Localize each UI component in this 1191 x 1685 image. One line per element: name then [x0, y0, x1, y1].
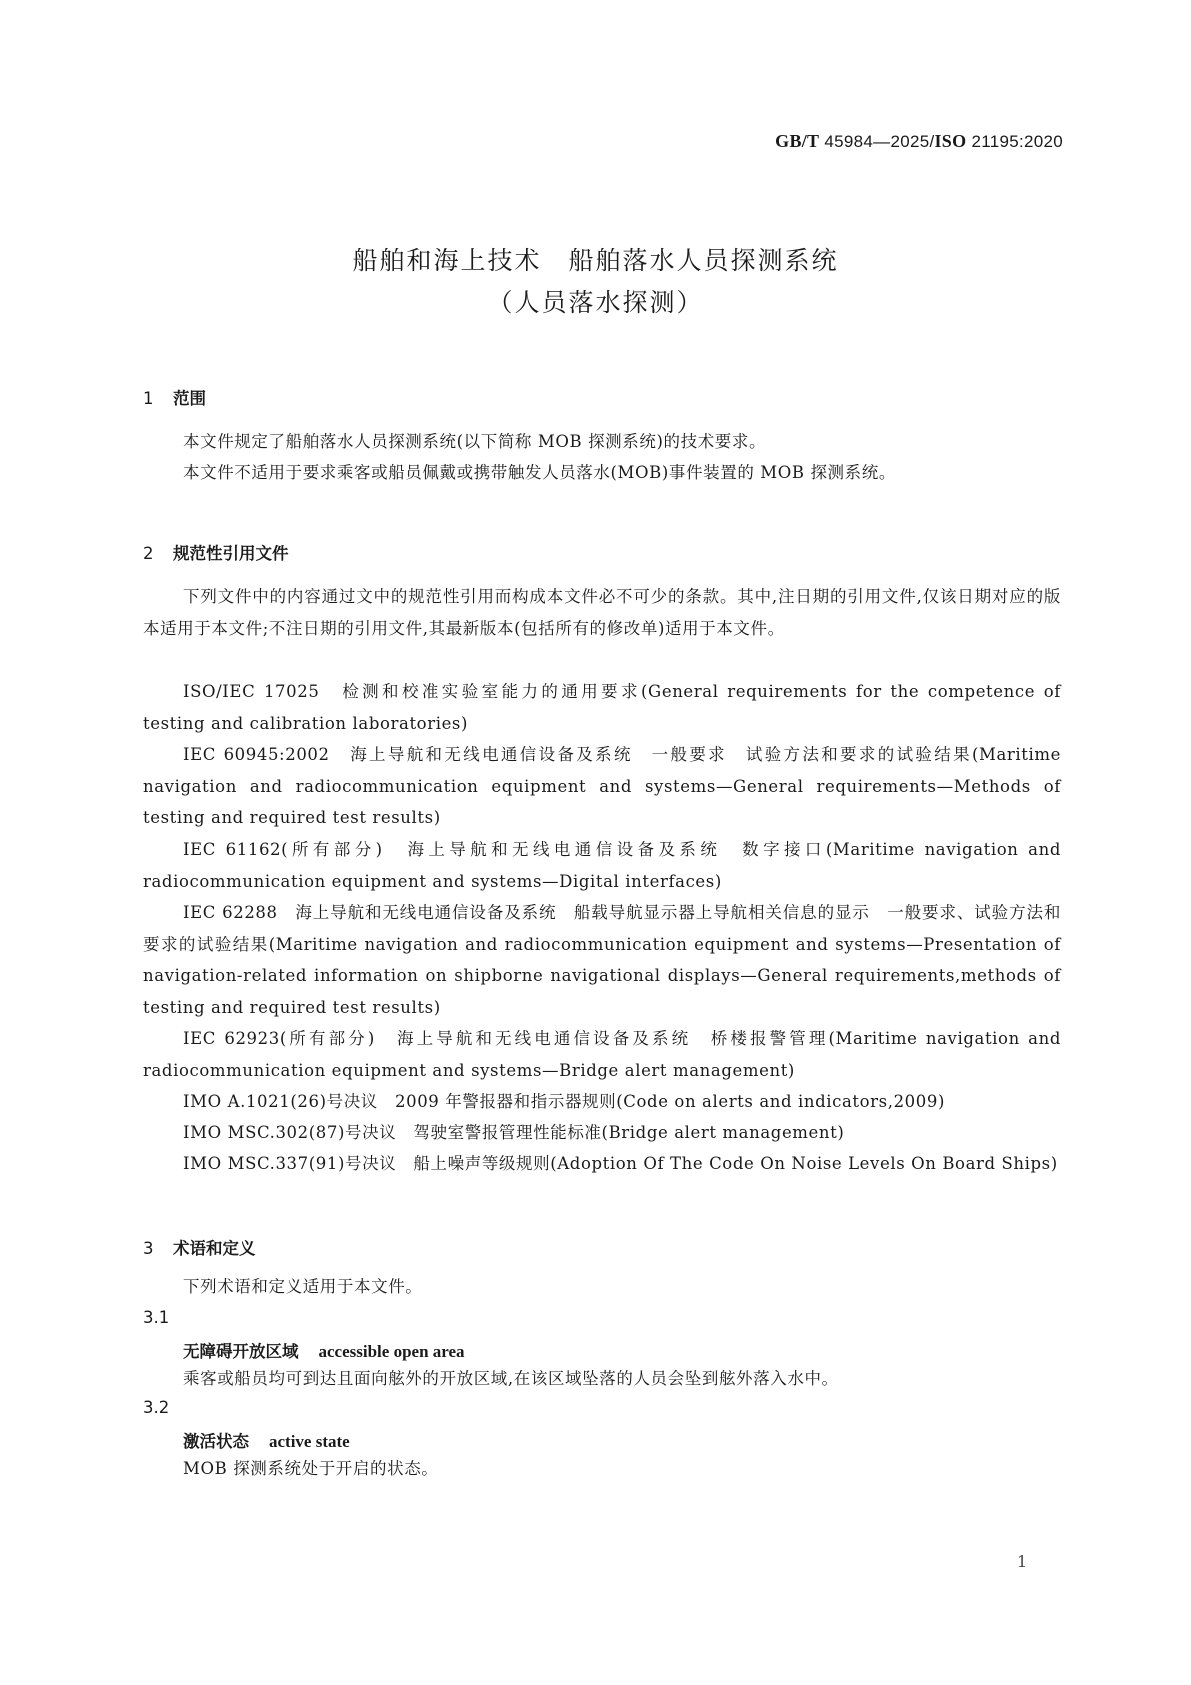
reference-item: IEC 61162(所有部分) 海上导航和无线电通信设备及系统 数字接口(Maritime navigation and radiocommunication equipment and systems—Digital interfaces) [143, 840, 1061, 891]
section-heading-terms [143, 1235, 256, 1259]
iso-prefix: ISO [934, 131, 967, 151]
section-number: 1 [143, 389, 154, 408]
term-zh: 无障碍开放区域 [183, 1342, 299, 1361]
reference-item: IEC 60945:2002 海上导航和无线电通信设备及系统 一般要求 试验方法和要求的试验结果(Maritime navigation and radiocommunication equipment and systems—General requirements—Methods of testing and required test results) [143, 745, 1061, 827]
reference-item: IEC 62288 海上导航和无线电通信设备及系统 船载导航显示器上导航相关信息的显示 一般要求、试验方法和要求的试验结果(Maritime navigation and radiocommunication equipment and systems—Presentation of navigation-related information on shipborne navigational displays—General requirements,methods of testing and required test results) [143, 903, 1061, 1017]
term-number: 3.2 [143, 1398, 170, 1417]
term-en: active state [269, 1432, 350, 1451]
reference-item: IMO A.1021(26)号决议 2009 年警报器和指示器规则(Code on alerts and indicators,2009) [183, 1092, 946, 1111]
term-en: accessible open area [318, 1342, 465, 1361]
term-heading [183, 1338, 465, 1362]
section-title: 范围 [173, 389, 206, 408]
term-definition: 乘客或船员均可到达且面向舷外的开放区域,在该区域坠落的人员会坠到舷外落入水中。 [183, 1369, 839, 1388]
reference-item: ISO/IEC 17025 检测和校准实验室能力的通用要求(General requirements for the competence of testing and calibration laboratories) [143, 682, 1061, 733]
title-line-1: 船舶和海上技术 船舶落水人员探测系统 [352, 246, 839, 275]
section-number: 3 [143, 1239, 154, 1258]
terms-intro: 下列术语和定义适用于本文件。 [183, 1277, 423, 1296]
scope-paragraph-1: 本文件规定了船舶落水人员探测系统(以下简称 MOB 探测系统)的技术要求。 [183, 432, 767, 451]
reference-item: IEC 62923(所有部分) 海上导航和无线电通信设备及系统 桥楼报警管理(Maritime navigation and radiocommunication equipment and systems—Bridge alert management) [143, 1029, 1061, 1080]
reference-item: IMO MSC.337(91)号决议 船上噪声等级规则(Adoption Of The Code On Noise Levels On Board Ships) [183, 1154, 1058, 1173]
term-heading [183, 1428, 350, 1452]
references-intro: 下列文件中的内容通过文中的规范性引用而构成本文件必不可少的条款。其中,注日期的引用文件,仅该日期对应的版本适用于本文件;不注日期的引用文件,其最新版本(包括所有的修改单)适用于本文件。 [143, 587, 1061, 638]
section-title: 术语和定义 [173, 1239, 256, 1258]
title-line-2: （人员落水探测） [487, 288, 704, 317]
standard-code [775, 131, 1063, 152]
term-definition: MOB 探测系统处于开启的状态。 [183, 1459, 439, 1478]
document-title [0, 240, 1191, 324]
section-title: 规范性引用文件 [173, 544, 289, 563]
section-heading-scope [143, 385, 206, 409]
page-number: 1 [1017, 1552, 1028, 1571]
scope-paragraph-2: 本文件不适用于要求乘客或船员佩戴或携带触发人员落水(MOB)事件装置的 MOB 探测系统。 [183, 463, 896, 482]
reference-item: IMO MSC.302(87)号决议 驾驶室警报管理性能标准(Bridge alert management) [183, 1123, 845, 1142]
term-number: 3.1 [143, 1308, 170, 1327]
section-heading-normative-references [143, 540, 289, 564]
section-number: 2 [143, 544, 154, 563]
iso-number: 21195:2020 [966, 132, 1063, 151]
standard-number: 45984—2025/ [819, 132, 935, 151]
term-zh: 激活状态 [183, 1432, 249, 1451]
standard-prefix: GB/T [775, 131, 820, 151]
